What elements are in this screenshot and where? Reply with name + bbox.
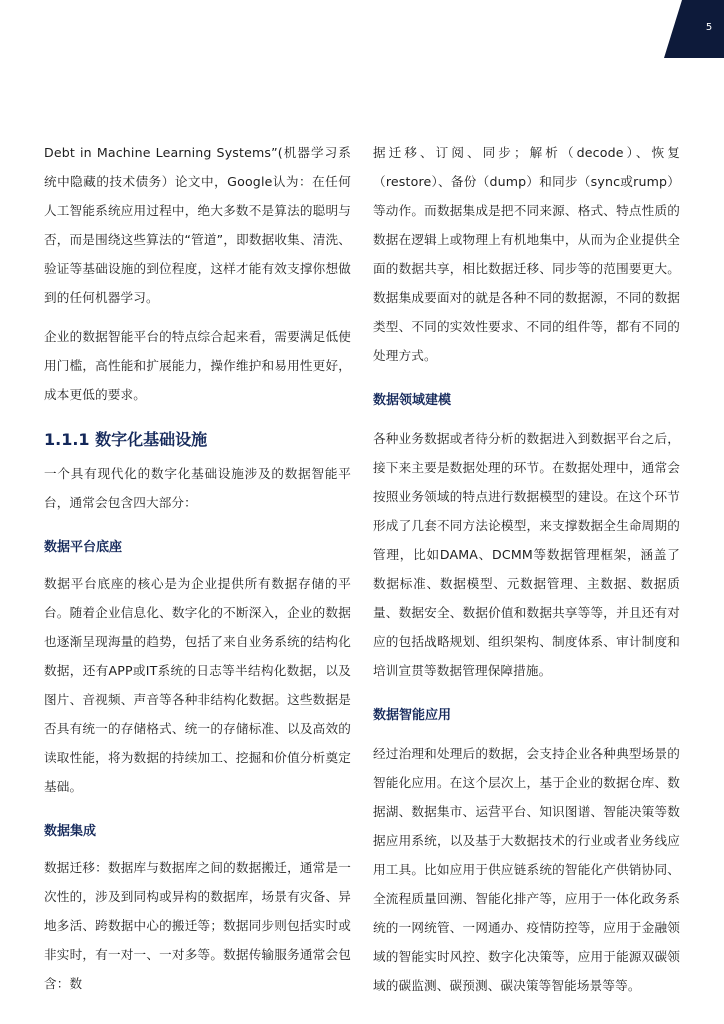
left-paragraph-4: 数据平台底座的核心是为企业提供所有数据存储的平台。随着企业信息化、数字化的不断深入，企业的数据也逐渐呈现海量的趋势，包括了来自业务系统的结构化数据，还有APP或IT系统的日志等半结构化数据，以及图片、音视频、声音等各种非结构化数据。这些数据是否具有统一的存储格式、统一的存储标准、以及高效的读取性能，将为数据的持续加工、挖掘和价值分析奠定基础。 (44, 576, 351, 794)
right-paragraph-1: 据迁移、订阅、同步；解析（decode）、恢复（restore）、备份（dump）和同步（sync或rump）等动作。而数据集成是把不同来源、格式、特点性质的数据在逻辑上或物理上有机地集中，从而为企业提供全面的数据共享，相比数据迁移、同步等的范围要更大。数据集成要面对的就是各种不同的数据源，不同的数据类型、不同的实效性要求、不同的组件等，都有不同的处理方式。 (373, 145, 680, 363)
section-heading-digital-infrastructure: 1.1.1 数字化基础设施 (44, 430, 208, 449)
right-paragraph-2: 各种业务数据或者待分析的数据进入到数据平台之后，接下来主要是数据处理的环节。在数据处理中，通常会按照业务领域的特点进行数据模型的建设。在这个环节形成了几套不同方法论模型，来支撑数据全生命周期的管理，比如DAMA、DCMM等数据管理框架，涵盖了数据标准、数据模型、元数据管理、主数据、数据质量、数据安全、数据价值和数据共享等等，并且还有对应的包括战略规划、组织架构、制度体系、审计制度和培训宣贯等数据管理保障措施。 (373, 431, 680, 678)
page-number: 5 (705, 22, 713, 33)
left-paragraph-5: 数据迁移：数据库与数据库之间的数据搬迁，通常是一次性的，涉及到同构或异构的数据库，场景有灾备、异地多活、跨数据中心的搬迁等；数据同步则包括实时或非实时，有一对一、一对多等。数据传输服务通常会包含：数 (44, 860, 351, 991)
left-paragraph-3: 一个具有现代化的数字化基础设施涉及的数据智能平台，通常会包含四大部分： (44, 466, 351, 510)
left-paragraph-2: 企业的数据智能平台的特点综合起来看，需要满足低使用门槛，高性能和扩展能力，操作维护和易用性更好，成本更低的要求。 (44, 329, 351, 402)
left-column (44, 138, 351, 998)
subheading-intelligent-application: 数据智能应用 (373, 708, 452, 723)
right-paragraph-3: 经过治理和处理后的数据，会支持企业各种典型场景的智能化应用。在这个层次上，基于企业的数据仓库、数据湖、数据集市、运营平台、知识图谱、智能决策等数据应用系统，以及基于大数据技术的行业或者业务线应用工具。比如应用于供应链系统的智能化产供销协同、全流程质量回溯、智能化排产等，应用于一体化政务系统的一网统管、一网通办、疫情防控等，应用于金融领域的智能实时风控、数字化决策等，应用于能源双碳领域的碳监测、碳预测、碳决策等智能场景等等。 (373, 746, 680, 993)
subheading-platform-base: 数据平台底座 (44, 540, 123, 555)
subheading-domain-modeling: 数据领域建模 (373, 393, 452, 408)
subheading-data-integration: 数据集成 (44, 824, 97, 839)
right-column (373, 138, 680, 1000)
left-paragraph-1: Debt in Machine Learning Systems”(机器学习系统中隐藏的技术债务）论文中，Google认为：在任何人工智能系统应用过程中，绝大多数不是算法的聪明与否，而是围绕这些算法的“管道”，即数据收集、清洗、验证等基础设施的到位程度，这样才能有效支撑你想做到的任何机器学习。 (44, 145, 351, 305)
